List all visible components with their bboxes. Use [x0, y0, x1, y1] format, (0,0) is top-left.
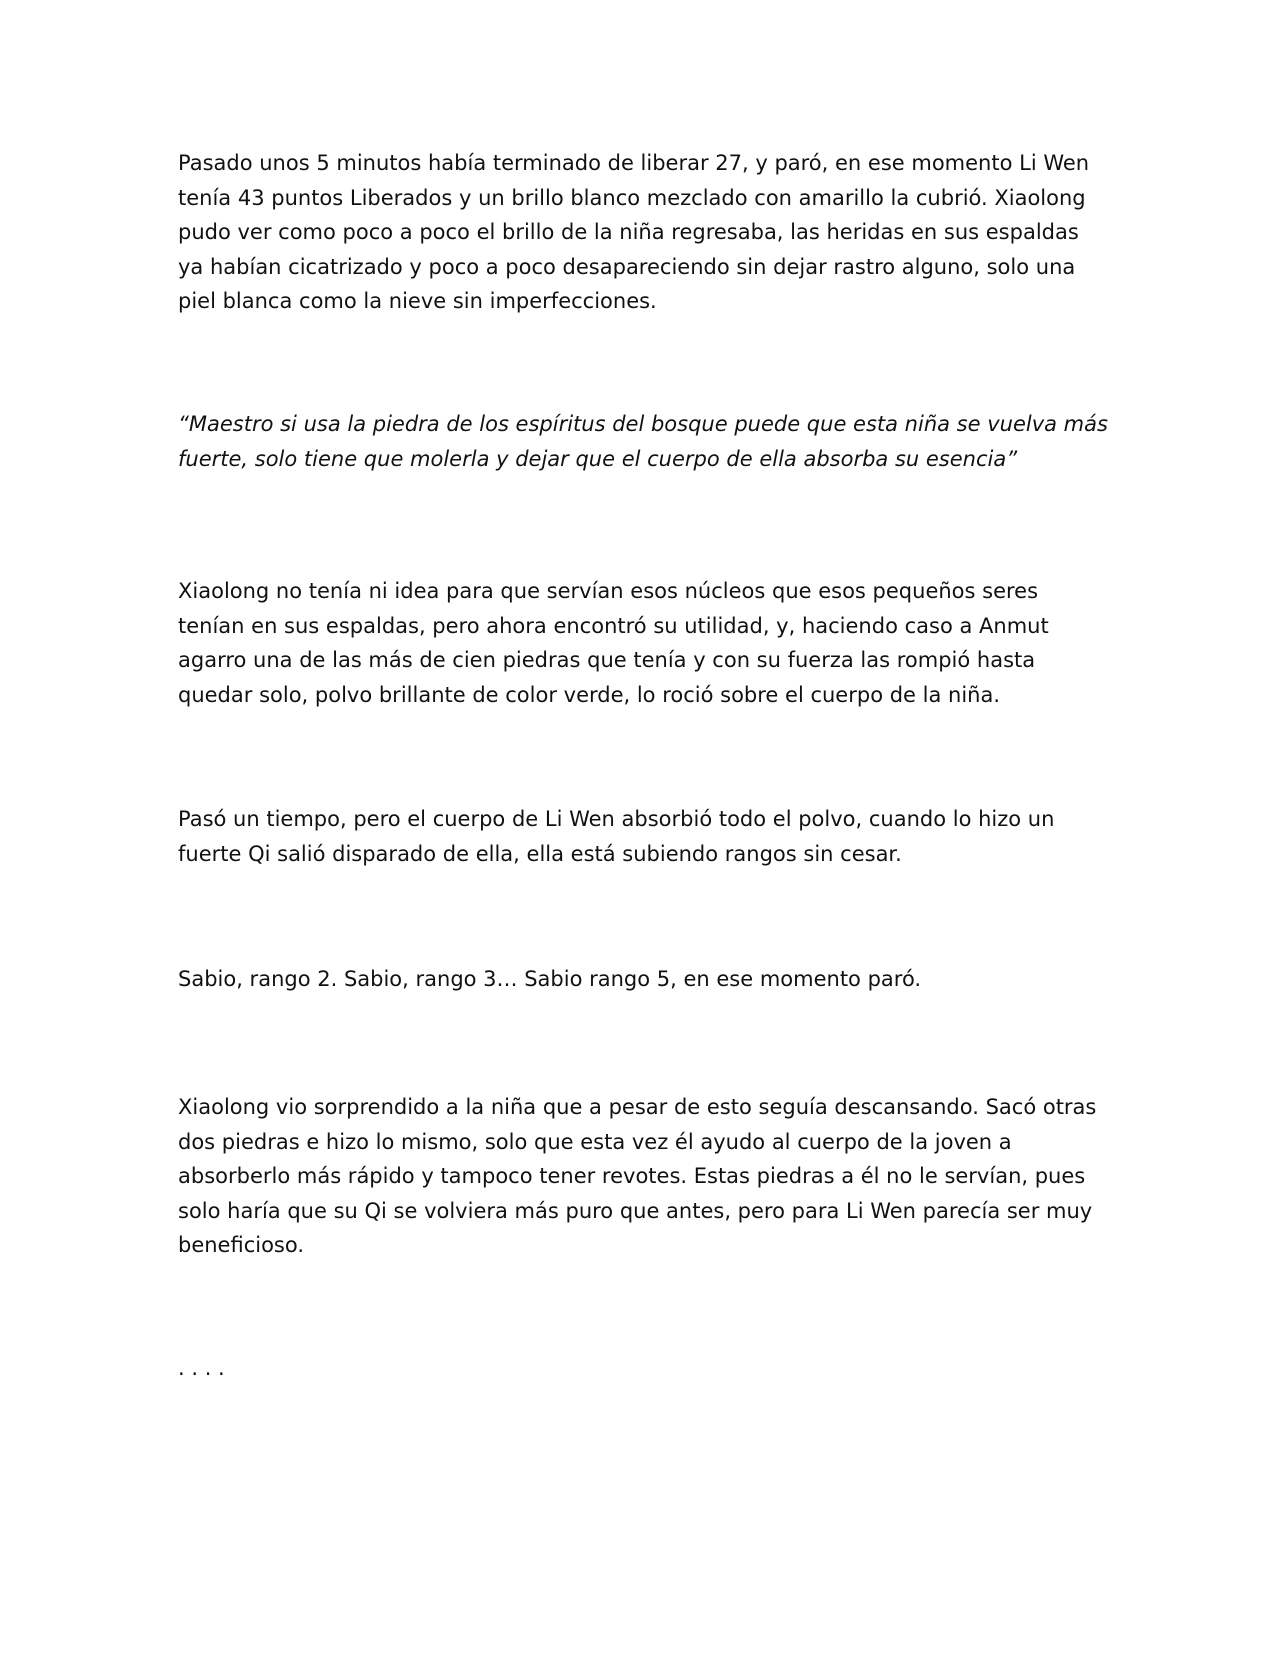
paragraph-5: Sabio, rango 2. Sabio, rango 3… Sabio rango 5, en ese momento paró.: [178, 967, 922, 991]
paragraph-6: Xiaolong vio sorprendido a la niña que a pesar de esto seguía descansando. Sacó otras dos piedras e hizo lo mismo, solo que esta vez él ayudo al cuerpo de la joven a absorberlo más rápido y tampoco tener revotes. Estas piedras a él no le servían, pues solo haría que su Qi se volviera más puro que antes, pero para Li Wen parecía ser muy beneficioso.: [178, 1095, 1097, 1257]
ellipsis-separator: . . . .: [178, 1356, 225, 1380]
paragraph-3: Xiaolong no tenía ni idea para que servían esos núcleos que esos pequeños seres tenían en sus espaldas, pero ahora encontró su utilidad, y, haciendo caso a Anmut agarro una de las más de cien piedras que tenía y con su fuerza las rompió hasta quedar solo, polvo brillante de color verde, lo roció sobre el cuerpo de la niña.: [178, 579, 1049, 707]
paragraph-2-quote: “Maestro si usa la piedra de los espíritus del bosque puede que esta niña se vuelva más fuerte, solo tiene que molerla y dejar que el cuerpo de ella absorba su esencia”: [178, 412, 1108, 471]
paragraph-4: Pasó un tiempo, pero el cuerpo de Li Wen absorbió todo el polvo, cuando lo hizo un fuerte Qi salió disparado de ella, ella está subiendo rangos sin cesar.: [178, 807, 1055, 866]
paragraph-1: Pasado unos 5 minutos había terminado de liberar 27, y paró, en ese momento Li Wen tenía 43 puntos Liberados y un brillo blanco mezclado con amarillo la cubrió. Xiaolong pudo ver como poco a poco el brillo de la niña regresaba, las heridas en sus espaldas ya habían cicatrizado y poco a poco desapareciendo sin dejar rastro alguno, solo una piel blanca como la nieve sin imperfecciones.: [178, 151, 1090, 313]
